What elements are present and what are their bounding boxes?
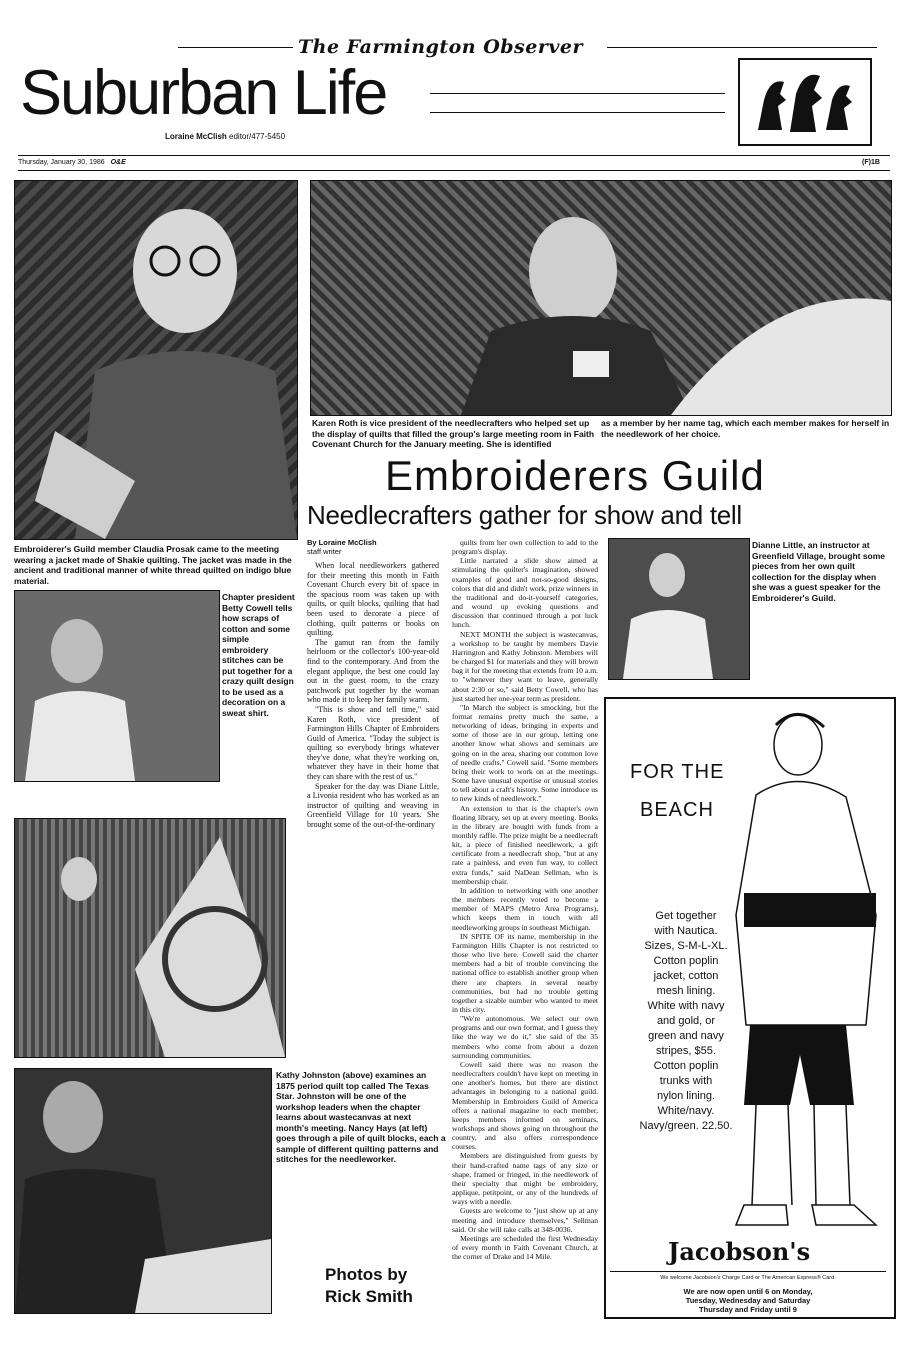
ad-rule: [610, 1271, 886, 1272]
caption-roth-left: Karen Roth is vice president of the needlecrafters who helped set up the display of quilts that filled the group's large meeting room in Faith Covenant Church for the January meeting. She is identified: [312, 418, 595, 449]
date-rule-bottom: [18, 170, 890, 171]
article-column-2: [452, 538, 598, 1310]
faces-logo-icon: [740, 60, 870, 144]
caption-little: Dianne Little, an instructor at Greenfield Village, brought some pieces from her own quilt collection for the display when she was a guest speaker for the Embroiderer's Guild.: [752, 540, 886, 603]
ad-copy-line: mesh lining.: [656, 985, 716, 997]
photo-credit: [325, 1264, 413, 1308]
photo-kathy-johnston: [14, 818, 286, 1058]
edition-mark: O&E: [110, 159, 126, 166]
paper-name: The Farmington Observer: [298, 36, 583, 58]
ad-brand: Jacobson's: [668, 1237, 811, 1266]
article-paragraph: quilts from her own collection to add to the program's display.: [452, 538, 598, 557]
ad-headline-1: FOR THE: [630, 761, 725, 783]
ad-copy-line: Cotton poplin: [653, 1060, 719, 1072]
article-paragraph: IN SPITE OF its name, membership in the Farmington Hills Chapter is not restricted to those who live here. Cowell said the charter members had a bit of trouble convincing the national office to establish another group when there are chapters in several nearby communities, but had no trouble getting together a sizable number who wanted to meet in this city.: [452, 931, 598, 1014]
caption-roth-right: as a member by her name tag, which each member makes for herself in the needlework of her choice.: [601, 418, 890, 439]
ad-hours: [610, 1287, 886, 1314]
headline-subtitle: Needlecrafters gather for show and tell: [307, 500, 742, 530]
prosak-silhouette-icon: [15, 181, 297, 539]
headline-title: Embroiderers Guild: [385, 452, 765, 499]
male-model-illustration-icon: [726, 705, 892, 1265]
photo-dianne-little: [608, 538, 750, 680]
ad-copy-line: Cotton poplin: [653, 955, 719, 967]
article-paragraph: Cowell said there was no reason the needlecrafters couldn't have kept on meeting in one another's homes, but there are distinct advantages in belonging to a national guild. Membership in Embroiders Guild of America offers a national magazine to each member, keeps members informed on seminars, workshops and shows going on throughout the country, and also offers correspondence courses.: [452, 1059, 598, 1152]
ad-copy-line: nylon lining.: [656, 1090, 716, 1102]
photo-betty-cowell: [14, 590, 220, 782]
little-silhouette-icon: [609, 539, 749, 679]
masthead-rule-left: [178, 47, 293, 48]
ad-copy-line: stripes, $55.: [656, 1045, 716, 1057]
ad-copy-line: green and navy: [648, 1030, 724, 1042]
caption-johnston: Kathy Johnston (above) examines an 1875 period quilt top called The Texas Star. Johnston will be one of the workshop leaders when the chapter learns about wastecanvas at next month's meeting. Nancy Hays (at left) goes through a pile of quilt blocks, each a sample of different quilting patterns and stitches for the needleworker.: [276, 1070, 446, 1164]
masthead-middle-rule-1: [430, 93, 725, 94]
ad-copy-line: jacket, cotton: [653, 970, 719, 982]
article-paragraph: An extension to that is the chapter's own floating library, set up at every meeting. Books in the library are bought with funds from a monthly raffle. The prize might be a needlecraft kit, a piece of finished needlework, a gift certificate from a needlecraft shop, "but at any rate a painless, and even fun way, to collect extra funds," said NaDean Sellman, who is membership chair.: [452, 803, 598, 886]
editor-contact: editor/477-5450: [229, 132, 286, 141]
section-title: Suburban Life: [20, 58, 387, 128]
photo-credit-line1: Photos by: [325, 1265, 408, 1284]
article-paragraph: "In March the subject is smocking, but the format remains pretty much the same, a networking of ideas, bringing in experts and some of those are in our group, letting one another know what shows and seminars are going on in the area, sharing our common love of needle crafts," Cowell said. "Some members bring their work to work on at the meetings. Some have unusual expertise or unusual stories to tell about a craft's history. Some introduce us to new kinds of needlework.": [452, 702, 598, 804]
ad-copy-line: White/navy.: [657, 1105, 715, 1117]
ad-hours-line: Tuesday, Wednesday and Saturday: [685, 1296, 811, 1305]
masthead-rule-right: [607, 47, 877, 48]
ad-copy-line: Navy/green. 22.50.: [639, 1120, 733, 1132]
article-paragraph: "We're autonomous. We select our own programs and our own format, and I guess they like the way we do it," she said of the 35 members who come from about a dozen surrounding communities.: [452, 1014, 598, 1060]
article-paragraph: The gamut ran from the family heirloom or the collector's 100-year-old find to the contemporary. And from the elegant applique, the best one could lay out in the guest room, to the crazy patchwork put together by the woman who made it to keep her family warm.: [307, 637, 439, 705]
article-paragraph: In addition to networking with one another the members recently voted to become a member of MAPS (Metro Area Programs), which keeps them in touch with all needleworking groups in southeast Michigan.: [452, 885, 598, 932]
article-paragraph: Members are distinguished from guests by their hand-crafted name tags of any size or shape, framed or fringed, in the needlework of their specialty that might be embroidery, applique, petitpoint, or any of the hundreds of ways with a needle.: [452, 1151, 598, 1207]
ad-copy-line: and gold, or: [656, 1015, 716, 1027]
article-paragraph: Meetings are scheduled the first Wednesday of every month in Faith Covenant Church, at the corner of Drake and 14 Mile.: [452, 1233, 598, 1262]
ad-hours-line: We are now open until 6 on Monday,: [683, 1287, 813, 1296]
article-paragraph: Guests are welcome to "just show up at any meeting and introduce themselves," Sellman said. Or she will take calls at 348-0036.: [452, 1206, 598, 1234]
cowell-silhouette-icon: [15, 591, 219, 781]
date-line-wrap: [18, 159, 126, 166]
editor-line: [165, 132, 285, 141]
byline-author: By Loraine McClish: [307, 538, 377, 547]
masthead-middle-rule-2: [430, 112, 725, 113]
page-number: (F)1B: [862, 159, 880, 166]
article-paragraph: NEXT MONTH the subject is wastecanvas, a workshop to be taught by members Davie Harrington and Kathy Johnston. Members will be charged $1 for materials and they will brown bag it for the meeting that extends from 10 a.m. to "whenever they want to leave, generally about 2:30 or so," said Betty Cowell, who has just started her one-year term as president.: [452, 629, 598, 703]
photo-claudia-prosak: [14, 180, 298, 540]
hays-silhouette-icon: [15, 1069, 271, 1313]
article-paragraph: Little narrated a slide show aimed at stimulating the quilter's imagination, showed examples of good and not-so-good designs, colors that did and didn't work, prize winners in the traditional and do-it-yourself categories, and wound up evoking questions and discussion that continued through a pot luck lunch.: [452, 556, 598, 630]
ad-hours-line: Thursday and Friday until 9: [699, 1305, 797, 1314]
photo-nancy-hays: [14, 1068, 272, 1314]
article-column-1: [307, 561, 439, 830]
article-paragraph: Speaker for the day was Diane Little, a Livonia resident who has worked as an instructor of quilting and weaving in Greenfield Village for 10 years. She brought some of the out-of-the-ordinary: [307, 781, 439, 830]
byline-role: staff writer: [307, 547, 342, 556]
roth-silhouette-icon: [311, 181, 891, 415]
ad-copy-line: Sizes, S-M-L-XL.: [644, 940, 728, 952]
article-paragraph: When local needleworkers gathered for their meeting this month in Faith Covenant Church every bit of space in the spacious room was taken up with quilts, or quilt blocks, quilting that had been used to decorate a piece of clothing, quilt patterns or books on quilting.: [307, 561, 439, 638]
caption-prosak: Embroiderer's Guild member Claudia Prosak came to the meeting wearing a jacket made of Shakie quilting. The jacket was made in the ancient and traditional manner of white thread quilted on indigo blue material.: [14, 544, 292, 586]
texas-star-quilt-icon: [15, 819, 285, 1057]
photo-karen-roth: [310, 180, 892, 416]
ad-copy-line: Get together: [655, 910, 717, 922]
date-line: Thursday, January 30, 1986: [18, 159, 105, 166]
jacobsons-ad: [604, 697, 896, 1319]
editor-name: Loraine McClish: [165, 132, 227, 141]
byline: [307, 538, 377, 556]
ad-copy: [626, 909, 746, 1134]
ad-copy-line: with Nautica.: [654, 925, 718, 937]
ad-headline-2: BEACH: [640, 799, 714, 821]
caption-cowell: Chapter president Betty Cowell tells how scraps of cotton and some simple embroidery stitches can be put together for a crazy quilt design to be used as a decoration on a sweat shirt.: [222, 592, 295, 718]
photo-credit-line2: Rick Smith: [325, 1287, 413, 1306]
article-paragraph: "This is show and tell time," said Karen Roth, vice president of Farmington Hills Chapter of Embroiders Guild of America. "Today the subject is quilting so everybody brings whatever they've done, what they're working on, whatever they have in their home that they can share with the rest of us.": [307, 704, 439, 782]
ad-copy-line: White with navy: [647, 1000, 725, 1012]
section-logo: [738, 58, 872, 146]
date-rule-top: [18, 155, 890, 156]
ad-charge-note: We welcome Jacobson's Charge Card or The American Express® Card.: [660, 1275, 836, 1281]
ad-copy-line: trunks with: [659, 1075, 713, 1087]
